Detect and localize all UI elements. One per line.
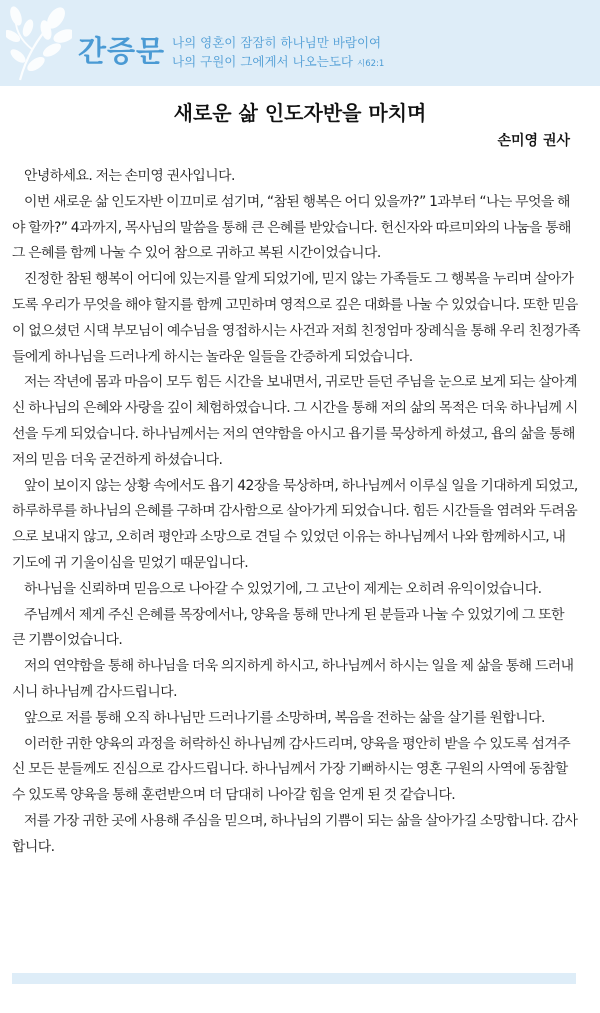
paragraph: 저의 연약함을 통해 하나님을 더욱 의지하게 하시고, 하나님께서 하시는 일을 제 삶을 통해 드러내시니 하나님께 감사드립니다. [12,658,574,700]
document-author: 손미영 권사 [497,133,570,149]
header-title: 간증문 [78,34,166,68]
paragraph: 하나님을 신뢰하며 믿음으로 나아갈 수 있었기에, 그 고난이 제게는 오히려 유익이었습니다. [24,580,542,597]
paragraph: 저는 작년에 몸과 마음이 모두 힘든 시간을 보내면서, 귀로만 듣던 주님을 눈으로 보게 되는 살아계신 하나님의 은혜와 사랑을 깊이 체험하였습니다. 그 시간을 통해 저의 삶의 목적은 더욱 하나님께 시선을 두게 되었습니다. 하나님께서는 저의 연약함을 아시고 욥기를 묵상하게 하셨고, 욥의 삶을 통해 저의 믿음 더욱 굳건하게 하셨습니다. [12,374,578,468]
leaf-branch-icon [6,6,72,82]
header-banner [0,0,600,86]
header-verse [172,33,384,74]
paragraph: 앞이 보이지 않는 상황 속에서도 욥기 42장을 묵상하며, 하나님께서 이루실 일을 기대하게 되었고, 하루하루를 하나님의 은혜를 구하며 감사함으로 살아가게 되었습니다. 힘든 시간들을 염려와 두려움으로 보내지 않고, 오히려 평안과 소망으로 견딜 수 있었던 이유는 하나님께서 나와 함께하시고, 내 기도에 귀 기울이심을 믿었기 때문입니다. [12,477,578,571]
verse-line-2-text: 나의 구원이 그에게서 나오는도다 [172,54,353,69]
paragraph: 저를 가장 귀한 곳에 사용해 주심을 믿으며, 하나님의 기쁨이 되는 삶을 살아가길 소망합니다. 감사합니다. [12,812,578,855]
paragraph: 이러한 귀한 양육의 과정을 허락하신 하나님께 감사드리며, 양육을 평안히 받을 수 있도록 섬겨주신 모든 분들께도 진심으로 감사드립니다. 하나님께서 가장 기뻐하시는 영혼 구원의 사역에 동참할 수 있도록 양육을 통해 훈련받으며 더 담대히 나아갈 힘을 얻게 된 것 같습니다. [12,735,571,804]
paragraph: 주님께서 제게 주신 은혜를 목장에서나, 양육을 통해 만나게 된 분들과 나눌 수 있었기에 그 또한 큰 기쁨이었습니다. [12,606,564,649]
document-body [12,164,580,861]
verse-line-1: 나의 영혼이 잠잠히 하나님만 바람이여 [172,35,382,50]
paragraph: 안녕하세요. 저는 손미영 권사입니다. [24,168,235,184]
verse-reference: 시62:1 [356,59,385,69]
document-title: 새로운 삶 인도자반을 마치며 [173,101,427,125]
paragraph: 진정한 참된 행복이 어디에 있는지를 알게 되었기에, 믿지 않는 가족들도 그 행복을 누리며 살아가도록 우리가 무엇을 해야 할지를 함께 고민하며 영적으로 깊은 대화를 나눌 수 있었습니다. 또한 믿음이 없으셨던 시댁 부모님이 예수님을 영접하시는 사건과 저희 친정엄마 장례식을 통해 우리 친정가족들에게 하나님을 드러나게 하시는 놀라운 일들을 간증하게 되었습니다. [12,271,580,365]
verse-line-2 [172,52,384,74]
paragraph: 이번 새로운 삶 인도자반 이끄미로 섬기며, “참된 행복은 어디 있을까?” 1과부터 “나는 무엇을 해야 할까?” 4과까지, 목사님의 말씀을 통해 큰 은혜를 받았습니다. 헌신자와 따르미와의 나눔을 통해 그 은혜를 함께 나눌 수 있어 참으로 귀하고 복된 시간이었습니다. [12,193,571,262]
paragraph: 앞으로 저를 통해 오직 하나님만 드러나기를 소망하며, 복음을 전하는 삶을 살기를 원합니다. [24,709,545,726]
footer-bar [12,973,576,984]
